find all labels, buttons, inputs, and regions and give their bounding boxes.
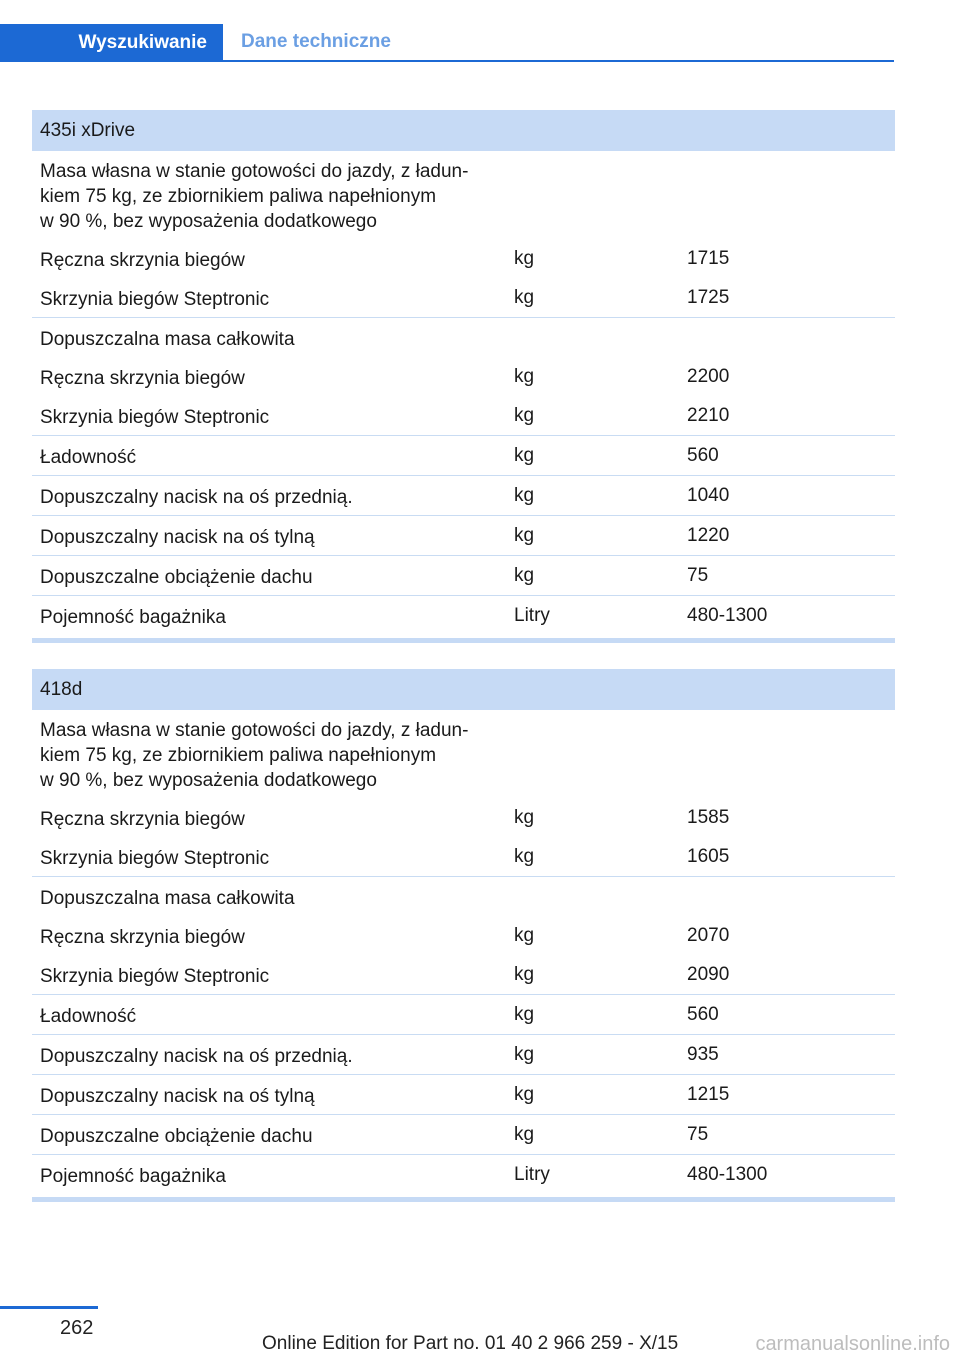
row-unit: kg — [514, 248, 535, 269]
row-label: Dopuszczalna masa całkowita — [40, 888, 295, 909]
header-rule — [0, 60, 894, 62]
curb-weight-line-3: w 90 %, bez wyposażenia dodatkowego — [40, 211, 377, 232]
row-label: Ręczna skrzynia biegów — [40, 927, 245, 948]
curb-weight-line-2: kiem 75 kg, ze zbiornikiem paliwa napełnionym — [40, 745, 437, 766]
spec-table-435i — [32, 110, 895, 643]
row-label: Pojemność bagażnika — [40, 607, 226, 628]
spec-table-418d — [32, 669, 895, 1202]
row-unit: kg — [514, 287, 535, 308]
curb-weight-line-3: w 90 %, bez wyposażenia dodatkowego — [40, 770, 377, 791]
row-unit: kg — [514, 525, 535, 546]
row-label: Dopuszczalne obciążenie dachu — [40, 567, 313, 588]
table-end-bar — [32, 1197, 895, 1202]
table-row — [32, 475, 895, 515]
table-row — [32, 955, 895, 994]
table-row — [32, 1154, 895, 1194]
row-unit: kg — [514, 565, 535, 586]
row-value: 1040 — [687, 485, 730, 506]
table-row — [32, 555, 895, 595]
row-unit: kg — [514, 405, 535, 426]
row-value: 2210 — [687, 405, 730, 426]
row-unit: kg — [514, 445, 535, 466]
row-unit: kg — [514, 1124, 535, 1145]
row-label: Dopuszczalne obciążenie dachu — [40, 1126, 313, 1147]
row-unit: kg — [514, 1084, 535, 1105]
table-title: 435i xDrive — [32, 110, 895, 151]
table-row — [32, 151, 895, 239]
table-row — [32, 1114, 895, 1154]
row-label: Dopuszczalny nacisk na oś tylną — [40, 527, 315, 548]
footer-rule — [0, 1306, 98, 1309]
row-unit: kg — [514, 846, 535, 867]
row-label: Skrzynia biegów Steptronic — [40, 848, 270, 869]
table-row — [32, 798, 895, 837]
row-unit: kg — [514, 964, 535, 985]
row-unit: Litry — [514, 605, 550, 626]
row-value: 1220 — [687, 525, 730, 546]
row-value: 2200 — [687, 366, 730, 387]
row-value: 1715 — [687, 248, 730, 269]
tab-dane-techniczne[interactable]: Dane techniczne — [241, 31, 391, 52]
table-row — [32, 435, 895, 475]
row-label: Ładowność — [40, 447, 137, 468]
row-value: 480‐1300 — [687, 1164, 768, 1185]
table-row — [32, 837, 895, 876]
row-unit: kg — [514, 485, 535, 506]
row-value: 480‐1300 — [687, 605, 768, 626]
curb-weight-label — [40, 159, 510, 234]
row-label: Skrzynia biegów Steptronic — [40, 289, 270, 310]
table-row — [32, 278, 895, 317]
row-value: 935 — [687, 1044, 719, 1065]
row-label: Ręczna skrzynia biegów — [40, 250, 245, 271]
curb-weight-line-1: Masa własna w stanie gotowości do jazdy, z ładun- — [40, 161, 469, 182]
row-value: 1215 — [687, 1084, 730, 1105]
table-row — [32, 515, 895, 555]
row-unit: kg — [514, 1004, 535, 1025]
table-row — [32, 396, 895, 435]
row-value: 75 — [687, 1124, 709, 1145]
page-number: 262 — [60, 1317, 94, 1339]
table-row — [32, 994, 895, 1034]
row-value: 2090 — [687, 964, 730, 985]
row-unit: kg — [514, 807, 535, 828]
row-label: Skrzynia biegów Steptronic — [40, 407, 270, 428]
curb-weight-label — [40, 718, 510, 793]
table-end-bar — [32, 638, 895, 643]
table-row — [32, 876, 895, 916]
top-navigation — [0, 24, 894, 62]
watermark: carmanualsonline.info — [755, 1333, 950, 1355]
row-label: Skrzynia biegów Steptronic — [40, 966, 270, 987]
row-label: Pojemność bagażnika — [40, 1166, 226, 1187]
row-value: 2070 — [687, 925, 730, 946]
row-value: 560 — [687, 1004, 719, 1025]
row-value: 75 — [687, 565, 709, 586]
curb-weight-line-1: Masa własna w stanie gotowości do jazdy, z ładun- — [40, 720, 469, 741]
row-unit: kg — [514, 1044, 535, 1065]
table-row — [32, 710, 895, 798]
row-value: 1585 — [687, 807, 730, 828]
table-row — [32, 239, 895, 278]
row-label: Ręczna skrzynia biegów — [40, 809, 245, 830]
table-row — [32, 317, 895, 357]
row-label: Dopuszczalny nacisk na oś przednią. — [40, 1046, 353, 1067]
table-row — [32, 1074, 895, 1114]
row-label: Ręczna skrzynia biegów — [40, 368, 245, 389]
row-unit: kg — [514, 366, 535, 387]
row-value: 1605 — [687, 846, 730, 867]
row-label: Dopuszczalna masa całkowita — [40, 329, 295, 350]
row-label: Dopuszczalny nacisk na oś tylną — [40, 1086, 315, 1107]
table-row — [32, 357, 895, 396]
edition-text: Online Edition for Part no. 01 40 2 966 259 - X/15 — [262, 1333, 679, 1354]
row-unit: Litry — [514, 1164, 550, 1185]
table-row — [32, 595, 895, 635]
table-row — [32, 916, 895, 955]
row-unit: kg — [514, 925, 535, 946]
curb-weight-line-2: kiem 75 kg, ze zbiornikiem paliwa napełnionym — [40, 186, 437, 207]
tab-wyszukiwanie[interactable]: Wyszukiwanie — [0, 24, 223, 62]
row-value: 1725 — [687, 287, 730, 308]
row-label: Ładowność — [40, 1006, 137, 1027]
table-title: 418d — [32, 669, 895, 710]
table-row — [32, 1034, 895, 1074]
row-label: Dopuszczalny nacisk na oś przednią. — [40, 487, 353, 508]
row-value: 560 — [687, 445, 719, 466]
